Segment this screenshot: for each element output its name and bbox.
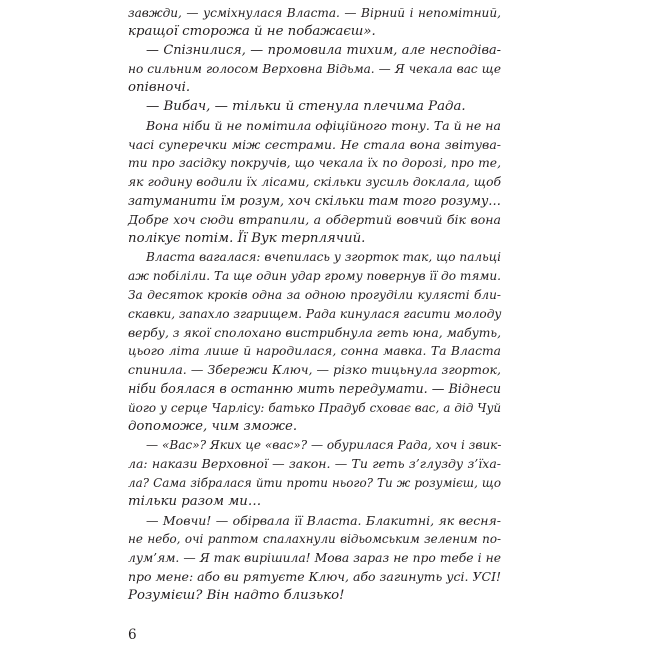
text-line: спинила. — Збережи Ключ, — різко тицьнула згорток,	[128, 362, 501, 378]
text-line: ти про засідку покручів, що чекала їх по дорозі, про те,	[128, 156, 501, 171]
text-line: вербу, з якої сполохано вистрибнула геть юна, мабуть,	[128, 325, 501, 340]
text-line: скавки, запахло згарищем. Рада кинулася гасити молоду	[128, 306, 502, 321]
text-line: Добре хоч сюди втрапили, а обдертий вовчий бік вона	[128, 211, 501, 227]
text-line: не небо, очі раптом спалахнули відьомським зеленим по-	[128, 532, 501, 547]
text-line: — Спізнилися, — промовила тихим, але несподіва-	[146, 42, 501, 58]
text-line: Власта вагалася: вчепилась у згорток так, що пальці	[146, 250, 501, 265]
text-line: як годину водили їх лісами, скільки зусиль доклала, щоб	[128, 175, 501, 190]
body-text	[128, 4, 501, 606]
text-line: його у серце Чарлісу: батько Прадуб сховає вас, а дід Чуй	[128, 400, 501, 415]
text-line: завжди, — усміхнулася Власта. — Вірний і непомітний,	[128, 6, 501, 20]
text-line: полікує потім. Її Вук терплячий.	[128, 230, 366, 246]
text-line: затуманити їм розум, хоч скільки там того розуму…	[128, 192, 501, 208]
text-line: кращої сторожа й не побажаєш».	[128, 23, 376, 39]
text-line: Розумієш? Він надто близько!	[128, 587, 345, 603]
text-line: — «Вас»? Яких це «вас»? — обурилася Рада, хоч і звик-	[146, 438, 502, 453]
text-line: про мене: або ви рятуєте Ключ, або загинуть усі. УСІ!	[128, 568, 502, 584]
text-line: Вона ніби й не помітила офіційного тону. Та й не на	[146, 117, 501, 133]
text-line: За десяток кроків одна за одною прогуділи кулясті бли-	[128, 287, 501, 302]
text-line: — Мовчи! — обірвала її Власта. Блакитні, як весня-	[146, 512, 501, 528]
text-line: лум’ям. — Я так вирішила! Мова зараз не про тебе і не	[128, 551, 501, 566]
text-line: цього літа лише й народилася, сонна мавка. Та Власта	[128, 344, 501, 359]
text-line: опівночі.	[128, 80, 191, 96]
text-line: часі суперечки між сестрами. Не стала вона звітува-	[128, 136, 501, 152]
page-number: 6	[128, 627, 137, 643]
text-line: тільки разом ми…	[128, 493, 262, 509]
text-line: ла: накази Верховної — закон. — Ти геть з’глузду з’їха-	[128, 456, 501, 472]
text-line: допоможе, чим зможе.	[128, 418, 298, 434]
text-line: но сильним голосом Верховна Відьма. — Я чекала вас ще	[128, 62, 501, 77]
text-line: ла? Сама зібралася йти проти нього? Ти ж розумієш, що	[128, 475, 501, 490]
text-line: ніби боялася в останню мить передумати. — Віднеси	[128, 380, 502, 396]
text-line: — Вибач, — тільки й стенула плечима Рада.	[146, 98, 466, 114]
text-line: аж побіліли. Та ще один удар грому повернув її до тями.	[128, 269, 501, 284]
